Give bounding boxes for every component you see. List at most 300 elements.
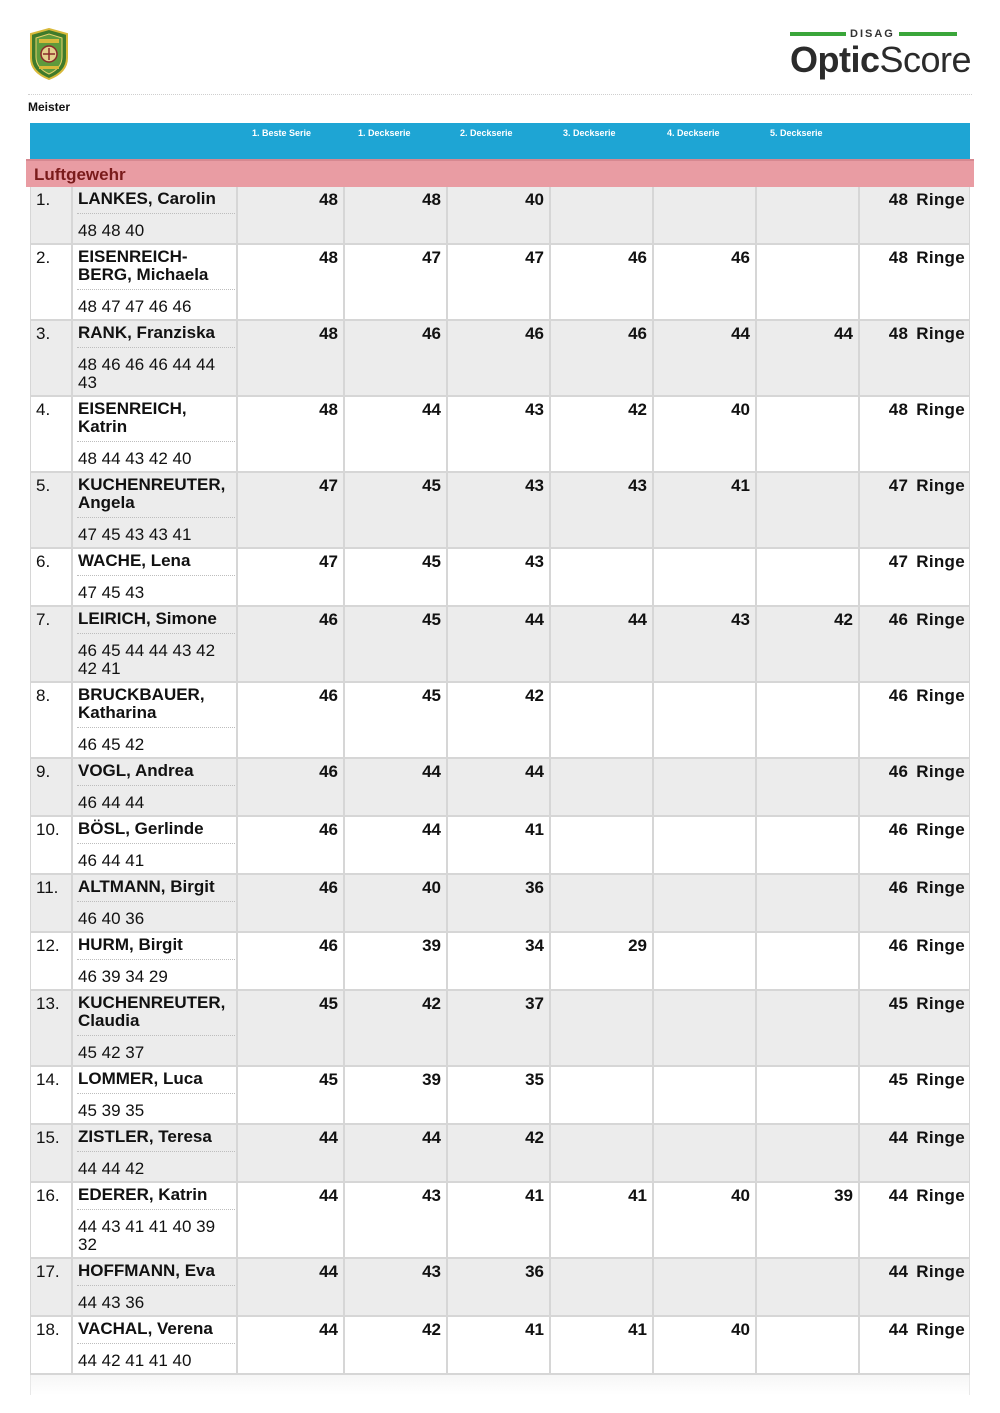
- series-cell-2: [345, 683, 448, 757]
- brand-bar-right: [899, 32, 957, 36]
- series-cell-3: [448, 607, 551, 681]
- series-cell-6: [757, 875, 860, 931]
- page-header: [0, 0, 1000, 114]
- result-value: 47: [888, 476, 909, 495]
- athlete-name: VOGL, Andrea: [78, 761, 194, 780]
- athlete-cell: [73, 473, 238, 547]
- rank-cell: [30, 245, 73, 319]
- series-cell-1: [238, 607, 345, 681]
- result-value: 46: [888, 820, 909, 839]
- series-cell-3: [448, 1259, 551, 1315]
- series-cell-1: [238, 321, 345, 395]
- series-value: 39: [422, 936, 441, 955]
- result-text: [889, 936, 965, 956]
- series-value: 42: [422, 994, 441, 1013]
- result-cell: [860, 991, 970, 1065]
- result-unit: Ringe: [916, 994, 965, 1013]
- result-text: [889, 1070, 965, 1090]
- series-cell-4: [551, 759, 654, 815]
- series-cell-5: [654, 473, 757, 547]
- column-header-deckserie-1: 1. Deckserie: [358, 128, 411, 138]
- column-header-deckserie-4: 4. Deckserie: [667, 128, 720, 138]
- series-value: 41: [628, 1186, 647, 1205]
- series-cell-1: [238, 817, 345, 873]
- result-text: [889, 878, 965, 898]
- series-value: 44: [834, 324, 853, 343]
- result-cell: [860, 607, 970, 681]
- series-cell-2: [345, 1183, 448, 1257]
- name-divider: [77, 1035, 235, 1036]
- name-divider: [77, 441, 235, 442]
- results-table: [30, 187, 970, 1375]
- series-cell-4: [551, 1317, 654, 1373]
- table-row: [30, 397, 970, 473]
- series-cell-3: [448, 549, 551, 605]
- brand-name-bold: Optic: [790, 39, 880, 80]
- result-cell: [860, 1183, 970, 1257]
- series-cell-3: [448, 245, 551, 319]
- series-cell-2: [345, 991, 448, 1065]
- series-value: 43: [628, 476, 647, 495]
- column-header-deckserie-3: 3. Deckserie: [563, 128, 616, 138]
- series-cell-2: [345, 607, 448, 681]
- series-cell-5: [654, 683, 757, 757]
- series-cell-6: [757, 607, 860, 681]
- athlete-cell: [73, 875, 238, 931]
- table-row: [30, 187, 970, 245]
- name-divider: [77, 517, 235, 518]
- series-value: 44: [422, 762, 441, 781]
- series-cell-2: [345, 759, 448, 815]
- club-crest-icon: [28, 28, 70, 80]
- series-value: 45: [422, 610, 441, 629]
- series-value: 40: [422, 878, 441, 897]
- athlete-cell: [73, 607, 238, 681]
- result-cell: [860, 473, 970, 547]
- name-divider: [77, 1209, 235, 1210]
- series-cell-2: [345, 397, 448, 471]
- result-cell: [860, 397, 970, 471]
- series-cell-2: [345, 187, 448, 243]
- athlete-name: KUCHENREUTER, Claudia: [78, 993, 226, 1030]
- rank-text: 13.: [36, 994, 60, 1013]
- series-value: 46: [319, 610, 338, 629]
- name-divider: [77, 213, 235, 214]
- series-cell-3: [448, 321, 551, 395]
- series-cell-2: [345, 245, 448, 319]
- series-cell-2: [345, 549, 448, 605]
- athlete-cell: [73, 817, 238, 873]
- series-cell-6: [757, 1259, 860, 1315]
- series-value: 39: [422, 1070, 441, 1089]
- series-cell-5: [654, 1259, 757, 1315]
- series-cell-6: [757, 759, 860, 815]
- rank-text: 2.: [36, 248, 51, 267]
- series-cell-3: [448, 759, 551, 815]
- series-cell-4: [551, 933, 654, 989]
- athlete-cell: [73, 549, 238, 605]
- series-value: 46: [319, 878, 338, 897]
- result-cell: [860, 321, 970, 395]
- name-divider: [77, 727, 235, 728]
- rank-cell: [30, 759, 73, 815]
- series-cell-1: [238, 549, 345, 605]
- series-cell-6: [757, 991, 860, 1065]
- result-value: 47: [888, 552, 909, 571]
- series-list: 47 45 43 43 41: [78, 525, 192, 544]
- series-value: 48: [422, 190, 441, 209]
- table-row: [30, 321, 970, 397]
- series-cell-3: [448, 1125, 551, 1181]
- column-header-deckserie-5: 5. Deckserie: [770, 128, 823, 138]
- series-cell-4: [551, 991, 654, 1065]
- series-value: 44: [422, 820, 441, 839]
- series-value: 44: [628, 610, 647, 629]
- result-unit: Ringe: [916, 324, 965, 343]
- series-list: 45 42 37: [78, 1043, 145, 1062]
- result-cell: [860, 1259, 970, 1315]
- rank-cell: [30, 397, 73, 471]
- result-unit: Ringe: [916, 400, 965, 419]
- series-cell-5: [654, 187, 757, 243]
- result-cell: [860, 875, 970, 931]
- series-cell-5: [654, 321, 757, 395]
- name-divider: [77, 1093, 235, 1094]
- series-value: 46: [319, 762, 338, 781]
- series-value: 48: [319, 190, 338, 209]
- series-value: 35: [525, 1070, 544, 1089]
- series-cell-4: [551, 549, 654, 605]
- series-value: 45: [422, 686, 441, 705]
- rank-cell: [30, 1317, 73, 1373]
- athlete-cell: [73, 245, 238, 319]
- result-text: [889, 190, 965, 210]
- series-value: 34: [525, 936, 544, 955]
- result-text: [889, 820, 965, 840]
- series-value: 47: [319, 552, 338, 571]
- result-text: [889, 248, 965, 268]
- series-value: 42: [525, 1128, 544, 1147]
- series-value: 46: [319, 936, 338, 955]
- series-cell-3: [448, 933, 551, 989]
- series-cell-5: [654, 933, 757, 989]
- athlete-name: EDERER, Katrin: [78, 1185, 208, 1204]
- result-cell: [860, 549, 970, 605]
- series-value: 42: [628, 400, 647, 419]
- result-unit: Ringe: [916, 820, 965, 839]
- name-divider: [77, 1151, 235, 1152]
- rank-text: 1.: [36, 190, 51, 209]
- series-value: 44: [319, 1186, 338, 1205]
- brand-name: [790, 40, 971, 80]
- series-value: 46: [422, 324, 441, 343]
- rank-cell: [30, 473, 73, 547]
- series-value: 40: [731, 1186, 750, 1205]
- series-cell-1: [238, 933, 345, 989]
- result-unit: Ringe: [916, 552, 965, 571]
- series-cell-1: [238, 1067, 345, 1123]
- rank-text: 11.: [36, 878, 59, 897]
- athlete-cell: [73, 1067, 238, 1123]
- series-list: 44 44 42: [78, 1159, 145, 1178]
- series-value: 41: [731, 476, 750, 495]
- result-cell: [860, 1125, 970, 1181]
- result-text: [889, 1186, 965, 1206]
- series-cell-3: [448, 187, 551, 243]
- result-cell: [860, 187, 970, 243]
- series-value: 44: [525, 762, 544, 781]
- series-value: 44: [319, 1320, 338, 1339]
- rank-text: 16.: [36, 1186, 60, 1205]
- athlete-cell: [73, 1183, 238, 1257]
- series-value: 41: [525, 1320, 544, 1339]
- result-value: 46: [888, 762, 909, 781]
- rank-cell: [30, 321, 73, 395]
- series-cell-5: [654, 549, 757, 605]
- table-header: [30, 123, 970, 159]
- rank-text: 12.: [36, 936, 60, 955]
- series-list: 45 39 35: [78, 1101, 145, 1120]
- series-cell-4: [551, 187, 654, 243]
- name-divider: [77, 1285, 235, 1286]
- series-cell-4: [551, 397, 654, 471]
- result-cell: [860, 817, 970, 873]
- series-cell-1: [238, 1317, 345, 1373]
- series-cell-4: [551, 473, 654, 547]
- result-text: [889, 400, 965, 420]
- series-cell-6: [757, 245, 860, 319]
- series-list: 46 44 44: [78, 793, 145, 812]
- result-unit: Ringe: [916, 610, 965, 629]
- result-unit: Ringe: [916, 1186, 965, 1205]
- result-unit: Ringe: [916, 878, 965, 897]
- series-value: 44: [319, 1128, 338, 1147]
- series-value: 36: [525, 1262, 544, 1281]
- series-cell-4: [551, 683, 654, 757]
- series-value: 41: [525, 820, 544, 839]
- series-cell-1: [238, 187, 345, 243]
- series-value: 44: [422, 400, 441, 419]
- athlete-name: EISENREICH-BERG, Michaela: [78, 247, 209, 284]
- series-value: 41: [628, 1320, 647, 1339]
- series-cell-1: [238, 1125, 345, 1181]
- series-cell-2: [345, 933, 448, 989]
- series-cell-1: [238, 991, 345, 1065]
- series-value: 44: [422, 1128, 441, 1147]
- series-cell-6: [757, 549, 860, 605]
- result-text: [889, 1320, 965, 1340]
- result-unit: Ringe: [916, 248, 965, 267]
- rank-cell: [30, 875, 73, 931]
- series-value: 45: [319, 1070, 338, 1089]
- series-list: 46 45 44 44 43 42 42 41: [78, 641, 216, 678]
- series-cell-6: [757, 1125, 860, 1181]
- series-value: 46: [525, 324, 544, 343]
- series-list: 46 45 42: [78, 735, 145, 754]
- result-text: [889, 994, 965, 1014]
- athlete-cell: [73, 683, 238, 757]
- series-cell-1: [238, 683, 345, 757]
- athlete-cell: [73, 1125, 238, 1181]
- name-divider: [77, 785, 235, 786]
- column-header-beste-serie: 1. Beste Serie: [252, 128, 312, 138]
- series-value: 40: [731, 1320, 750, 1339]
- series-value: 40: [525, 190, 544, 209]
- athlete-name: VACHAL, Verena: [78, 1319, 213, 1338]
- column-header-deckserie-2: 2. Deckserie: [460, 128, 513, 138]
- rank-text: 4.: [36, 400, 51, 419]
- series-cell-6: [757, 473, 860, 547]
- rank-cell: [30, 1125, 73, 1181]
- series-value: 48: [319, 324, 338, 343]
- series-value: 40: [731, 400, 750, 419]
- series-cell-6: [757, 321, 860, 395]
- result-value: 46: [888, 878, 909, 897]
- series-cell-2: [345, 321, 448, 395]
- series-value: 46: [628, 248, 647, 267]
- name-divider: [77, 575, 235, 576]
- series-cell-1: [238, 759, 345, 815]
- table-row: [30, 1317, 970, 1375]
- series-value: 42: [422, 1320, 441, 1339]
- name-divider: [77, 633, 235, 634]
- rank-text: 7.: [36, 610, 51, 629]
- series-cell-1: [238, 1259, 345, 1315]
- series-cell-5: [654, 759, 757, 815]
- result-value: 48: [888, 190, 909, 209]
- result-cell: [860, 1067, 970, 1123]
- rank-cell: [30, 549, 73, 605]
- series-value: 46: [628, 324, 647, 343]
- series-cell-6: [757, 1067, 860, 1123]
- athlete-cell: [73, 397, 238, 471]
- brand-name-light: Score: [879, 39, 972, 80]
- series-list: 44 42 41 41 40: [78, 1351, 192, 1370]
- series-cell-3: [448, 397, 551, 471]
- series-value: 42: [834, 610, 853, 629]
- series-cell-5: [654, 1183, 757, 1257]
- table-row: [30, 1183, 970, 1259]
- rank-text: 8.: [36, 686, 51, 705]
- brand-small-text: DISAG: [850, 28, 895, 40]
- series-value: 44: [731, 324, 750, 343]
- result-value: 46: [888, 610, 909, 629]
- series-list: 46 44 41: [78, 851, 145, 870]
- name-divider: [77, 959, 235, 960]
- table-row: [30, 933, 970, 991]
- series-cell-2: [345, 875, 448, 931]
- series-cell-2: [345, 1067, 448, 1123]
- athlete-name: ZISTLER, Teresa: [78, 1127, 212, 1146]
- series-cell-3: [448, 875, 551, 931]
- athlete-name: LEIRICH, Simone: [78, 609, 217, 628]
- series-cell-6: [757, 683, 860, 757]
- series-value: 46: [319, 820, 338, 839]
- series-value: 43: [525, 552, 544, 571]
- athlete-name: BÖSL, Gerlinde: [78, 819, 204, 838]
- result-unit: Ringe: [916, 1320, 965, 1339]
- series-value: 43: [422, 1186, 441, 1205]
- series-value: 46: [319, 686, 338, 705]
- series-value: 45: [422, 476, 441, 495]
- athlete-name: EISENREICH, Katrin: [78, 399, 187, 436]
- table-row: [30, 549, 970, 607]
- athlete-cell: [73, 1259, 238, 1315]
- series-value: 45: [319, 994, 338, 1013]
- rank-cell: [30, 187, 73, 243]
- series-cell-4: [551, 245, 654, 319]
- series-cell-1: [238, 245, 345, 319]
- brand-bar-left: [790, 32, 846, 36]
- result-unit: Ringe: [916, 476, 965, 495]
- result-text: [889, 1128, 965, 1148]
- rank-cell: [30, 683, 73, 757]
- series-cell-6: [757, 933, 860, 989]
- series-cell-6: [757, 817, 860, 873]
- series-cell-2: [345, 817, 448, 873]
- name-divider: [77, 843, 235, 844]
- series-list: 44 43 41 41 40 39 32: [78, 1217, 216, 1254]
- series-cell-5: [654, 1317, 757, 1373]
- group-band: [26, 159, 974, 187]
- result-unit: Ringe: [916, 1070, 965, 1089]
- athlete-name: KUCHENREUTER, Angela: [78, 475, 226, 512]
- result-text: [889, 1262, 965, 1282]
- rank-text: 10.: [36, 820, 60, 839]
- series-cell-4: [551, 1183, 654, 1257]
- result-text: [889, 762, 965, 782]
- series-list: 48 46 46 46 44 44 43: [78, 355, 216, 392]
- rank-cell: [30, 1259, 73, 1315]
- series-value: 48: [319, 248, 338, 267]
- series-cell-4: [551, 607, 654, 681]
- series-list: 48 47 47 46 46: [78, 297, 192, 316]
- table-row: [30, 607, 970, 683]
- series-cell-4: [551, 321, 654, 395]
- series-value: 39: [834, 1186, 853, 1205]
- series-list: 47 45 43: [78, 583, 145, 602]
- series-cell-3: [448, 683, 551, 757]
- section-title: Meister: [28, 100, 71, 114]
- series-cell-1: [238, 397, 345, 471]
- series-value: 37: [525, 994, 544, 1013]
- result-unit: Ringe: [916, 762, 965, 781]
- series-cell-4: [551, 875, 654, 931]
- athlete-cell: [73, 187, 238, 243]
- rank-text: 9.: [36, 762, 51, 781]
- series-value: 36: [525, 878, 544, 897]
- series-cell-3: [448, 473, 551, 547]
- series-cell-5: [654, 817, 757, 873]
- table-row: [30, 817, 970, 875]
- result-text: [889, 324, 965, 344]
- rank-text: 15.: [36, 1128, 60, 1147]
- group-title: Luftgewehr: [34, 165, 126, 184]
- athlete-cell: [73, 321, 238, 395]
- series-value: 44: [319, 1262, 338, 1281]
- result-cell: [860, 245, 970, 319]
- rank-text: 18.: [36, 1320, 60, 1339]
- series-cell-5: [654, 991, 757, 1065]
- athlete-name: HURM, Birgit: [78, 935, 183, 954]
- result-value: 45: [888, 994, 909, 1013]
- table-row: [30, 1125, 970, 1183]
- rank-cell: [30, 1183, 73, 1257]
- series-list: 48 44 43 42 40: [78, 449, 192, 468]
- series-cell-6: [757, 397, 860, 471]
- series-value: 43: [731, 610, 750, 629]
- rank-text: 6.: [36, 552, 51, 571]
